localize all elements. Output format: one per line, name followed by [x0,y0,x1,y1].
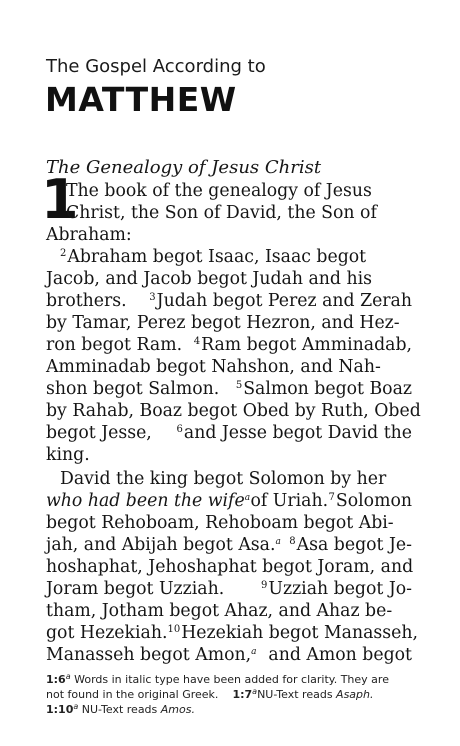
text-line [46,490,412,512]
text-segment: king. [46,445,90,465]
text-line [46,512,412,534]
text-line [46,644,412,666]
verse-number: 9 [261,580,268,591]
verse-number: 3 [149,292,156,303]
footnote-marker: a [252,687,258,696]
text-line [46,224,132,246]
footnote-reference: 1:6 [46,673,66,686]
text-segment: Uzziah begot Jo- [268,579,412,599]
footnote-marker: a [244,493,251,503]
text-segment: of Uriah. [250,491,329,511]
text-line [46,622,418,644]
footnote-marker: a [275,537,281,547]
text-line [46,268,412,290]
footnote-text: not found in the original Greek. [46,688,219,701]
text-segment: got Hezekiah. [46,623,168,643]
section-heading: The Genealogy of Jesus Christ [46,157,322,178]
verse-number: 4 [193,336,201,347]
verse-number: 6 [176,424,183,435]
text-line [60,246,412,268]
text-segment: David the king begot Solomon by her [60,469,387,489]
text-line [60,468,412,490]
text-line [46,312,412,334]
footnote-text: NU-Text reads [81,703,161,716]
text-segment: ron begot Ram. [46,335,183,355]
text-segment: Abraham: [46,225,132,245]
footnote-marker: a [251,647,257,657]
text-line [46,444,90,466]
footnote-reference: 1:7 [232,688,253,701]
text-segment: begot Rehoboam, Rehoboam begot Abi- [46,513,394,533]
text-line [46,600,412,622]
verse-number: 7 [328,492,335,503]
text-line [46,422,412,444]
text-line [46,378,412,400]
italic-text-segment: who had been the wife [46,491,245,511]
footnote-italic-text: Asaph. [336,688,374,701]
text-line [46,400,421,422]
text-segment: Ram begot Amminadab, [201,335,412,355]
text-segment: Solomon [335,491,412,511]
text-line [66,180,412,202]
text-segment: by Rahab, Boaz begot Obed by Ruth, Obed [46,401,421,421]
text-segment: brothers. [46,291,127,311]
text-segment: by Tamar, Perez begot Hezron, and Hez- [46,313,400,333]
footnote-text: NU-Text reads [257,688,337,701]
text-segment: and Jesse begot David the [183,423,412,443]
footnote-marker: a [73,702,79,711]
text-line [46,578,412,600]
verse-number: 10 [167,624,181,635]
text-line [46,290,412,312]
text-line [46,556,412,578]
text-segment: Judah begot Perez and Zerah [156,291,412,311]
text-line [46,356,412,378]
text-segment: Manasseh begot Amon, [46,645,252,665]
verse-number: 8 [289,536,296,547]
text-segment: hoshaphat, Jehoshaphat begot Joram, and [46,557,414,577]
footnote-reference: 1:10 [46,703,74,716]
text-line [66,202,412,224]
text-line [46,334,412,356]
footnote [46,702,418,717]
footnote [46,672,418,687]
text-segment: Jacob, and Jacob begot Judah and his [46,269,372,289]
chapter-number: 1 [41,168,79,231]
text-segment: jah, and Abijah begot Asa. [46,535,276,555]
text-segment: Amminadab begot Nahshon, and Nah- [46,357,381,377]
footnote-line [46,687,418,702]
footnote-marker: a [65,672,71,681]
text-segment: Salmon begot Boaz [243,379,412,399]
text-line [46,534,412,556]
footnotes [46,672,418,717]
footnote-italic-text: Amos. [160,703,195,716]
text-segment: The book of the genealogy of Jesus [66,181,372,201]
text-segment: tham, Jotham begot Ahaz, and Ahaz be- [46,601,393,621]
text-segment: shon begot Salmon. [46,379,220,399]
text-segment: Asa begot Je- [296,535,412,555]
footnote-text: Words in italic type have been added for clarity. They are [74,673,389,686]
book-subtitle: The Gospel According to [46,56,266,77]
text-segment: Abraham begot Isaac, Isaac begot [67,247,367,267]
verse-number: 2 [60,248,67,259]
text-segment: Joram begot Uzziah. [46,579,225,599]
text-segment: begot Jesse, [46,423,152,443]
verse-number: 5 [235,380,243,391]
text-segment: Christ, the Son of David, the Son of [66,203,377,223]
text-segment: and Amon begot [268,645,412,665]
text-segment: Hezekiah begot Manasseh, [181,623,418,643]
book-title: MATTHEW [45,80,237,119]
